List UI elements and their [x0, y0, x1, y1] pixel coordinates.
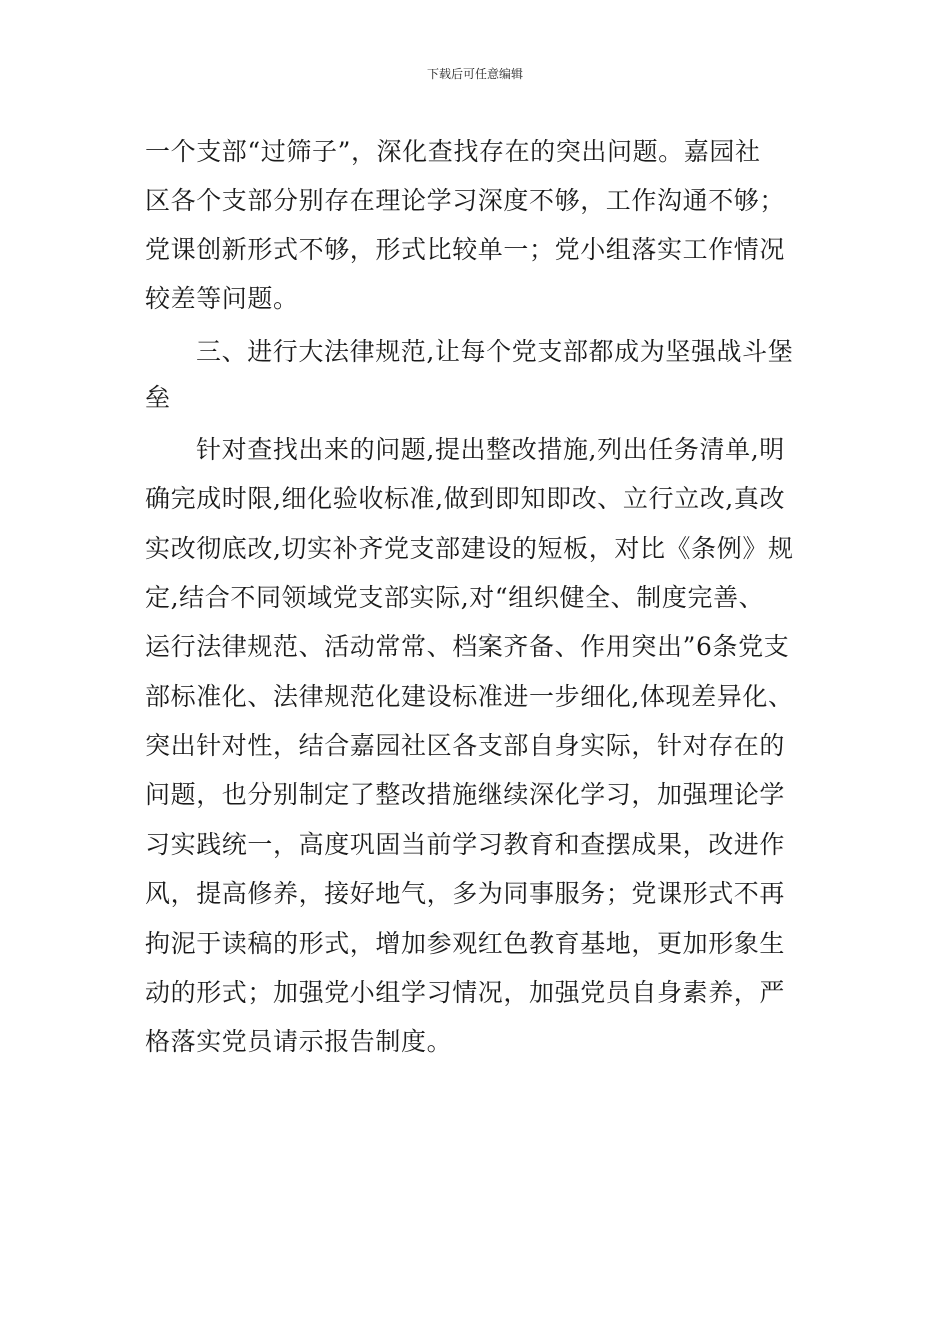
paragraph-2-line: 针对查找出来的问题,提出整改措施,列出任务清单,明 [196, 435, 785, 464]
paragraph-2-line: 部标准化、法律规范化建设标准进一步细化,体现差异化、 [145, 682, 794, 711]
section-heading-line: 三、进行大法律规范,让每个党支部都成为坚强战斗堡 [196, 337, 794, 366]
paragraph-2-line: 实改彻底改,切实补齐党支部建设的短板，对比《条例》规 [145, 534, 794, 563]
paragraph-1-line: 区各个支部分别存在理论学习深度不够，工作沟通不够； [145, 186, 786, 215]
paragraph-1-line: 较差等问题。 [145, 284, 299, 313]
paragraph-2-line: 习实践统一，高度巩固当前学习教育和查摆成果，改进作 [145, 830, 786, 859]
paragraph-2-line: 风，提高修养，接好地气，多为同事服务；党课形式不再 [145, 879, 786, 908]
page-header-note: 下载后可任意编辑 [426, 67, 523, 81]
paragraph-2-line: 确完成时限,细化验收标准,做到即知即改、立行立改,真改 [145, 484, 786, 513]
paragraph-2-line: 动的形式；加强党小组学习情况，加强党员自身素养，严 [145, 978, 786, 1007]
paragraph-2-line: 格落实党员请示报告制度。 [145, 1027, 453, 1056]
paragraph-1-line: 一个支部“过筛子”，深化查找存在的突出问题。嘉园社 [145, 137, 761, 166]
paragraph-2-line: 突出针对性，结合嘉园社区各支部自身实际，针对存在的 [145, 731, 786, 760]
paragraph-2-line: 定,结合不同领域党支部实际,对“组织健全、制度完善、 [145, 583, 765, 612]
paragraph-2-line: 运行法律规范、活动常常、档案齐备、作用突出”6条党支 [145, 632, 790, 661]
paragraph-1-line: 党课创新形式不够，形式比较单一；党小组落实工作情况 [145, 235, 786, 264]
section-heading-line: 垒 [145, 383, 171, 412]
paragraph-2-line: 拘泥于读稿的形式，增加参观红色教育基地，更加形象生 [145, 929, 786, 958]
paragraph-2-line: 问题，也分别制定了整改措施继续深化学习，加强理论学 [145, 780, 786, 809]
